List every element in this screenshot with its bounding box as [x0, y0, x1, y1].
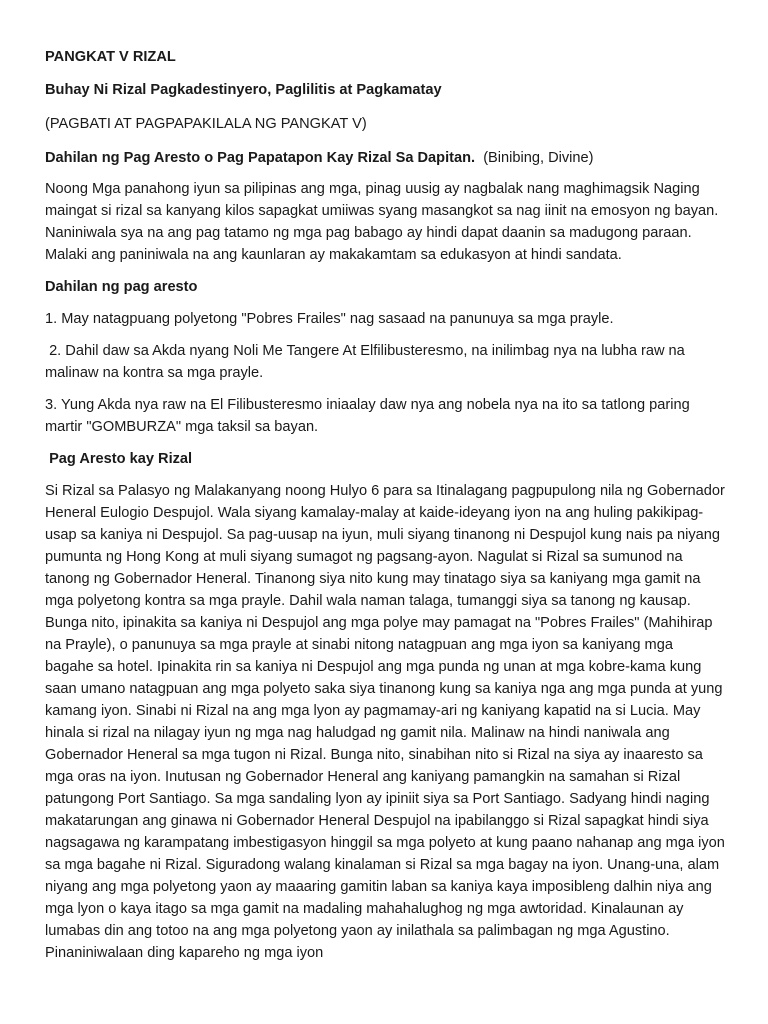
section3-paragraph: Si Rizal sa Palasyo ng Malakanyang noong Hulyo 6 para sa Itinalagang pagpupulong nila ng Gobernador Heneral Eulogio Despujol. Wala siyang kamalay-malay at kaide-ideyang iyon na ang huling pakikipag-usap sa kaniya ni Despujol. Sa pag-uusap na iyun, muli siyang tinanong ni Despujol kung nais pa niyang pumunta ng Hong Kong at muli siyang sumagot ng pagsang-ayon. Nagulat si Rizal sa sumunod na tanong ng Gobernador Heneral. Tinanong siya nito kung may tinatago siya sa kaniyang mga gamit na mga polyetong kontra sa mga prayle. Dahil wala naman talaga, tumanggi siya sa tanong ng kausap. Bunga nito, ipinakita sa kaniya ni Despujol ang mga polye may pamagat na "Pobres Frailes" (Mahihirap na Prayle), o panunuya sa mga prayle at sinabi nitong natagpuan ang mga iyon sa kaniyang mga bagahe sa hotel. Ipinakita rin sa kaniya ni Despujol ang mga punda ng unan at mga kobre-kama kung saan umano natagpuan ang mga polyeto saka siya tinanong kung sa kaniya nga ang mga punda at yung kamang iyon. Sinabi ni Rizal na ang mga lyon ay pagmamay-ari ng kaniyang kapatid na si Lucia. May hinala si rizal na nilagay iyun ng mga nag haludgad ng gamit nila. Malinaw na hindi naniwala ang Gobernador Heneral sa mga tugon ni Rizal. Bunga nito, sinabihan nito si Rizal na siya ay inaaresto sa mga oras na iyon. Inutusan ng Gobernador Heneral ang kaniyang pamangkin na samahan si Rizal patungong Port Santiago. Sa mga sandaling lyon ay ipiniit siya sa Port Santiago. Sadyang hindi naging makatarungan ang ginawa ni Gobernador Heneral Despujol na ipabilanggo si Rizal sapagkat hindi siya nagsagawa ng karampatang imbestigasyon hinggil sa mga polyeto at kung paano nahanap ang mga iyon sa mga bagahe ni Rizal. Siguradong walang kinalaman si Rizal sa mga bagay na iyon. Unang-una, alam niyang ang mga polyetong yaon ay maaaring gamitin laban sa kaniya kaya imposibleng dalhin niya ang mga lyon o kaya itago sa mga gamit na madaling mahahalughog ng mga awtoridad. Kinalaunan ay lumabas din ang totoo na ang mga polyetong yaon ay inilathala sa palimbagan ng mga Agustino. Pinaniniwalaan ding kapareho ng mga iyon — [45, 483, 725, 961]
section1-paragraph: Noong Mga panahong iyun sa pilipinas ang mga, pinag uusig ay nagbalak nang maghimagsik Naging maingat si rizal sa kanyang kilos sapagkat umiiwas syang masangkot sa nag iinit na emosyon ng bayan. Naniniwala sya na ang pag tatamo ng mga pag babago ay hindi dapat daanin sa madugong paraan. Malaki ang paniniwala na ang kaunlaran ay makakamtam sa edukasyon at hindi sandata. — [45, 181, 719, 263]
section3-heading: Pag Aresto kay Rizal — [45, 451, 193, 467]
reason-item-3: 3. Yung Akda nya raw na El Filibusteresmo iniaalay daw nya ang nobela nya na ito sa tatlong paring martir "GOMBURZA" mga taksil sa bayan. — [45, 397, 694, 435]
section2-heading: Dahilan ng pag aresto — [45, 279, 198, 295]
document-subtitle: Buhay Ni Rizal Pagkadestinyero, Paglilitis at Pagkamatay — [45, 82, 442, 98]
greeting-line: (PAGBATI AT PAGPAPAKILALA NG PANGKAT V) — [45, 116, 367, 132]
section1-heading-line — [45, 147, 725, 169]
reason-item-1: 1. May natagpuang polyetong "Pobres Frailes" nag sasaad na panunuya sa mga prayle. — [45, 311, 614, 327]
reason-item-2: 2. Dahil daw sa Akda nyang Noli Me Tangere At Elfilibusteresmo, na inilimbag nya na lubha raw na malinaw na kontra sa mga prayle. — [45, 343, 689, 381]
section1-heading: Dahilan ng Pag Aresto o Pag Papatapon Kay Rizal Sa Dapitan. — [45, 150, 476, 166]
document-title: PANGKAT V RIZAL — [45, 49, 176, 65]
section1-presenters: (Binibing, Divine) — [483, 150, 594, 166]
document-page — [45, 46, 725, 974]
